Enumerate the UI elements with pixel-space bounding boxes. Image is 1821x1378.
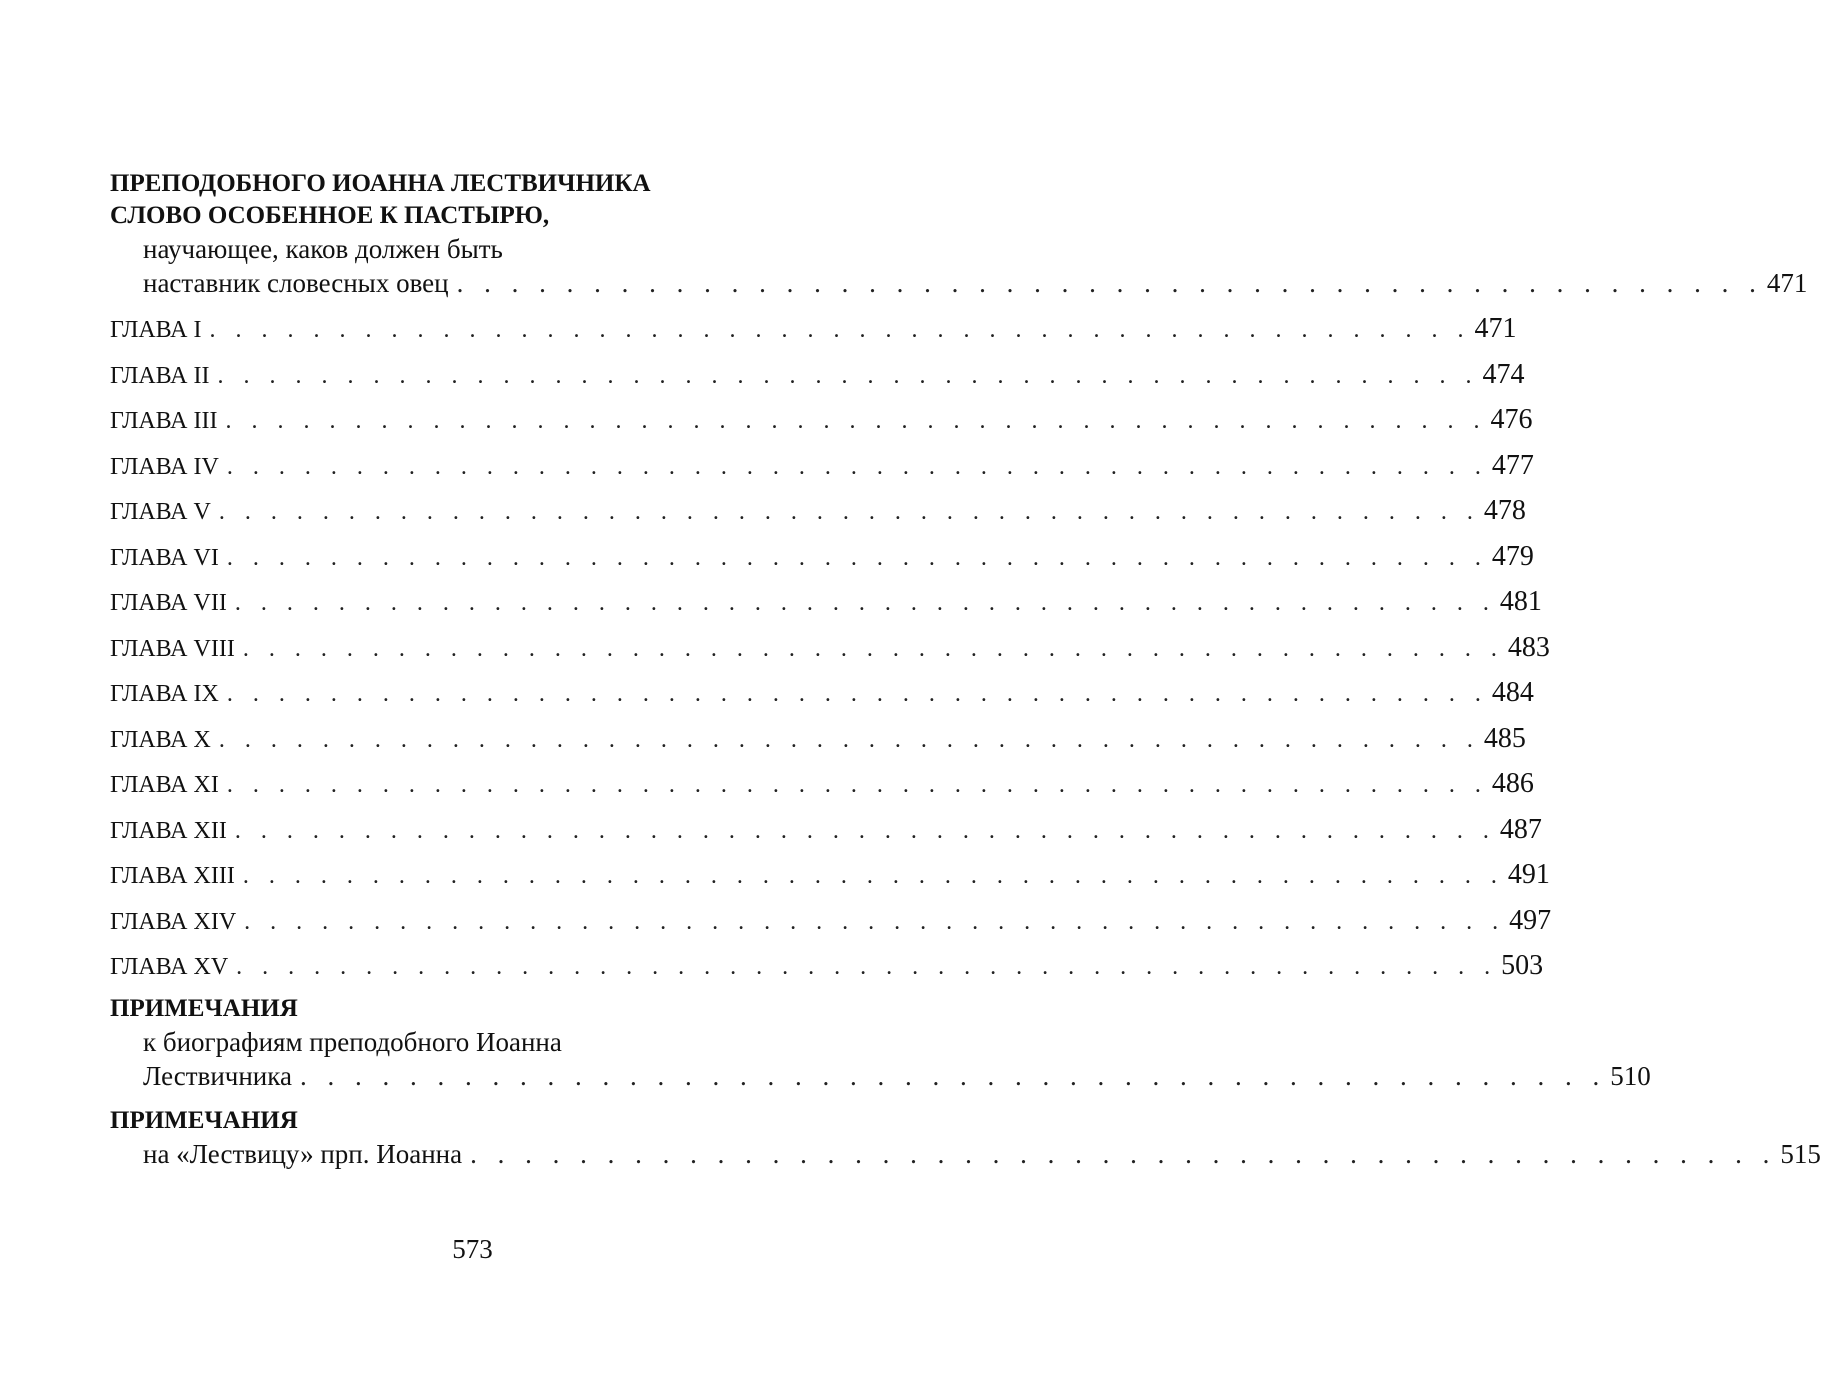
section-heading-line-1: ПРЕПОДОБНОГО ИОАННА ЛЕСТВИЧНИКА [110, 170, 651, 197]
chapter-page-number: 474 [1482, 358, 1525, 390]
chapter-row [110, 898, 1552, 944]
dot-leader: . . . . . . . . . . . . . . . . . . . . . . . . . . . . . . . . . . . . . . . . . . . . . . . . . [226, 544, 1488, 571]
chapter-row [110, 397, 1533, 443]
section-description-line-1: научающее, каков должен быть [143, 234, 503, 264]
dot-leader: . . . . . . . . . . . . . . . . . . . . . . . . . . . . . . . . . . . . . . . . . . . . . . . . . [234, 590, 1496, 616]
dot-leader: . . . . . . . . . . . . . . . . . . . . . . . . . . . . . . . . . . . . . . . . . . . . . . . . . [244, 908, 1506, 935]
chapter-label: ГЛАВА XI [110, 772, 219, 798]
dot-leader: . . . . . . . . . . . . . . . . . . . . . . . . . . . . . . . . . . . . . . . . . . . . . . . . . [226, 681, 1488, 707]
chapter-row [110, 807, 1542, 853]
chapter-label: ГЛАВА V [110, 499, 211, 525]
spacer [110, 1093, 771, 1105]
dot-leader: . . . . . . . . . . . . . . . . . . . . . . . . . . . . . . . . . . . . . . . . . . . . . . . . . [242, 863, 1504, 889]
page-number: 510 [1610, 1060, 1651, 1091]
dot-leader: . . . . . . . . . . . . . . . . . . . . . . . . . . . . . . . . . . . . . . . . . . . . . . . . . [217, 362, 1479, 389]
section-description-line-2 [110, 266, 1808, 300]
chapter-page-number: 484 [1491, 677, 1534, 708]
chapter-label: ГЛАВА I [110, 317, 202, 343]
page-number: 471 [1766, 268, 1808, 298]
notes-description-text: на «Лествицу» прп. Иоанна [143, 1138, 463, 1169]
dot-leader: . . . . . . . . . . . . . . . . . . . . . . . . . . . . . . . . . . . . . . . . . . . . . . . . [470, 1138, 1777, 1169]
chapter-label: ГЛАВА IV [110, 453, 219, 480]
chapter-row [110, 443, 1534, 489]
dot-leader: . . . . . . . . . . . . . . . . . . . . . . . . . . . . . . . . . . . . . . . . . . . . . . . . [299, 1060, 1607, 1091]
chapter-page-number: 481 [1499, 586, 1542, 617]
dot-leader: . . . . . . . . . . . . . . . . . . . . . . . . . . . . . . . . . . . . . . . . . . . . . . . . . [234, 817, 1496, 844]
chapter-page-number: 477 [1491, 449, 1534, 481]
section-description-text: наставник словесных овец [143, 268, 449, 298]
chapter-page-number: 479 [1491, 540, 1534, 572]
chapter-row [110, 670, 1534, 716]
chapter-page-number: 487 [1499, 813, 1542, 845]
chapter-label: ГЛАВА XIII [110, 863, 235, 889]
toc-entry-ladder-word [110, 168, 1808, 300]
chapter-label: ГЛАВА VI [110, 544, 219, 571]
chapter-row [110, 488, 1526, 534]
notes-heading: ПРИМЕЧАНИЯ [110, 1106, 298, 1134]
chapter-list [110, 306, 1552, 989]
chapter-label: ГЛАВА VII [110, 590, 227, 616]
chapter-page-number: 476 [1490, 404, 1533, 435]
notes-description-text: Лествичника [143, 1060, 292, 1091]
chapter-page-number: 491 [1507, 859, 1550, 890]
chapter-row [110, 943, 1544, 989]
chapter-page-number: 486 [1491, 768, 1534, 799]
table-of-contents [110, 168, 1821, 1171]
chapter-row [110, 716, 1526, 762]
chapter-row [110, 852, 1550, 898]
chapter-label: ГЛАВА II [110, 362, 210, 389]
chapter-label: ГЛАВА XIV [110, 908, 237, 935]
dot-leader: . . . . . . . . . . . . . . . . . . . . . . . . . . . . . . . . . . . . . . . . . . . . . . . . . [218, 499, 1480, 525]
chapter-row [110, 306, 1517, 352]
dot-leader: . . . . . . . . . . . . . . . . . . . . . . . . . . . . . . . . . . . . . . . . . . . . . . . . . [236, 954, 1498, 980]
chapter-page-number: 497 [1509, 904, 1552, 936]
dot-leader: . . . . . . . . . . . . . . . . . . . . . . . . . . . . . . . . . . . . . . . . . . . . . . . . . [225, 408, 1487, 434]
chapter-label: ГЛАВА VIII [110, 635, 235, 662]
dot-leader: . . . . . . . . . . . . . . . . . . . . . . . . . . . . . . . . . . . . . . . . . . . . . . . . . [242, 635, 1504, 662]
chapter-page-number: 478 [1483, 495, 1526, 526]
page-folio: 573 [452, 1234, 493, 1264]
chapter-row [110, 761, 1534, 807]
notes-description-line-1: к биографиям преподобного Иоанна [143, 1026, 562, 1057]
notes-description-line-1 [110, 1137, 1821, 1171]
dot-leader: . . . . . . . . . . . . . . . . . . . . . . . . . . . . . . . . . . . . . . . . . . . . . . . . . [226, 453, 1488, 480]
notes-heading: ПРИМЕЧАНИЯ [110, 994, 298, 1022]
chapter-row [110, 625, 1550, 671]
chapter-page-number: 483 [1507, 631, 1550, 663]
chapter-label: ГЛАВА X [110, 726, 211, 753]
dot-leader: . . . . . . . . . . . . . . . . . . . . . . . . . . . . . . . . . . . . . . . . . . . . . . . . . [209, 317, 1471, 343]
chapter-page-number: 471 [1474, 313, 1517, 344]
dot-leader: . . . . . . . . . . . . . . . . . . . . . . . . . . . . . . . . . . . . . . . . . . . . . . . . . [218, 726, 1480, 753]
dot-leader: . . . . . . . . . . . . . . . . . . . . . . . . . . . . . . . . . . . . . . . . . . . . . . . . . [226, 772, 1488, 798]
section-heading-line-2: СЛОВО ОСОБЕННОЕ К ПАСТЫРЮ, [110, 202, 550, 229]
chapter-label: ГЛАВА IX [110, 681, 219, 707]
chapter-label: ГЛАВА XV [110, 954, 229, 980]
chapter-label: ГЛАВА III [110, 408, 218, 434]
chapter-label: ГЛАВА XII [110, 817, 227, 844]
chapter-page-number: 485 [1483, 722, 1526, 754]
chapter-row [110, 579, 1542, 625]
toc-entry-notes-ladder [110, 1105, 1821, 1171]
chapter-page-number: 503 [1501, 950, 1544, 981]
page-number: 515 [1780, 1138, 1821, 1169]
chapter-row [110, 352, 1525, 398]
notes-description-line-2 [110, 1059, 1651, 1093]
chapter-row [110, 534, 1534, 580]
toc-entry-notes-biographies [110, 993, 1651, 1093]
dot-leader: . . . . . . . . . . . . . . . . . . . . . . . . . . . . . . . . . . . . . . . . . . . . . . . . [456, 268, 1763, 298]
